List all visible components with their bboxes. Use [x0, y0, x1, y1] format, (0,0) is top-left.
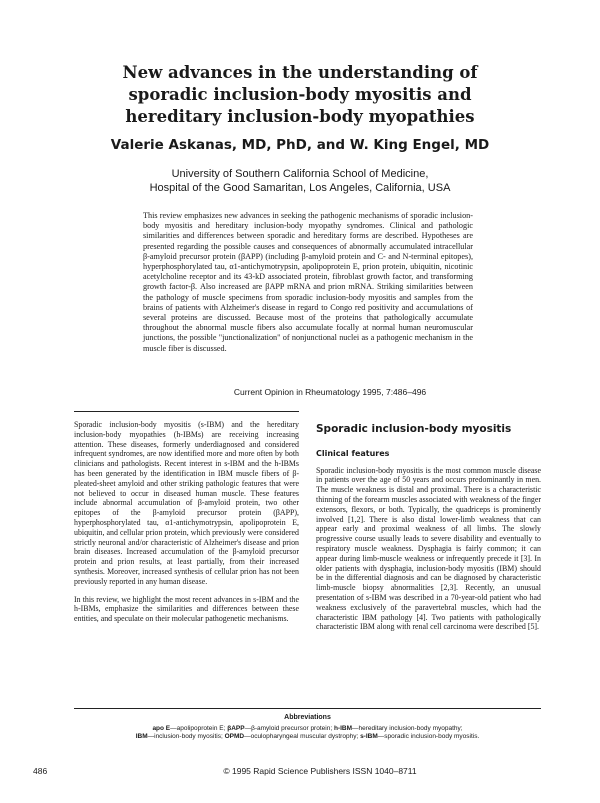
title-line: New advances in the understanding of: [122, 63, 478, 82]
abbr-def: —sporadic inclusion-body myositis.: [377, 733, 480, 740]
abbreviations-line: [74, 733, 541, 742]
abbr-term: OPMD: [224, 733, 245, 740]
abbr-def: —oculopharyngeal muscular dystrophy;: [244, 733, 361, 740]
right-column: [316, 420, 541, 640]
title-line: hereditary inclusion-body myopathies: [125, 107, 475, 126]
body-paragraph: In this review, we highlight the most recent advances in s-IBM and the h-IBMs, emphasize the similarities and differences between these entities, and speculate on their molecular pathogenetic mechanisms.: [74, 594, 299, 624]
abbr-def: —β-amyloid precursor protein;: [244, 724, 334, 732]
abbr-term: s-IBM: [360, 733, 378, 740]
abbr-term: h-IBM: [333, 724, 352, 732]
affiliation: [60, 167, 540, 195]
abbr-term: apo E: [152, 724, 171, 732]
abbr-def: —hereditary inclusion-body myopathy;: [352, 724, 463, 732]
page-number: 486: [33, 766, 48, 776]
abbreviations-line: [74, 725, 541, 734]
body-paragraph: Sporadic inclusion-body myositis (s-IBM) and the hereditary inclusion-body myopathies (h-IBMs) are receiving increasing attention. These diseases, formerly underdiagnosed and considered infrequent syndromes, are now identified more and more often by both clinicians and pathologists. Recent interest in s-IBM and the h-IBMs has been generated by the identification in IBM muscle fibers of β-pleated-sheet amyloid and other striking pathologic features that were not believed to occur in diseased human muscle. These features include abnormal accumulation of β-amyloid protein, two other epitopes of the β-amyloid precursor protein (βAPP), hyperphosphorylated tau, α1-antichymotrypsin, apolipoprotein E, ubiquitin, and cellular prion protein, which previously were considered strictly neuronal and/or characteristic of Alzheimer's disease and prion brain diseases. Increased accumulation of the β-amyloid precursor protein and prion results, at least partially, from their increased synthesis. Moreover, increased synthesis of cellular prion has not been previously reported in any human disease.: [74, 420, 299, 586]
publisher-footer: © 1995 Rapid Science Publishers ISSN 1040–8711: [223, 766, 417, 776]
abbreviations-box: [74, 714, 541, 742]
abbreviations-rule: [74, 708, 541, 709]
column-divider-rule: [74, 411, 299, 412]
authors: Valerie Askanas, MD, PhD, and W. King Engel, MD: [110, 137, 490, 153]
affiliation-line: Hospital of the Good Samaritan, Los Angeles, California, USA: [149, 182, 451, 194]
abstract: This review emphasizes new advances in seeking the pathogenic mechanisms of sporadic inclusion-body myositis and hereditary inclusion-body myopathy syndromes. Clinical and pathologic similarities and differences between sporadic and hereditary forms are described. Hypotheses are presented regarding the possible causes and consequences of abnormally accumulated intracellular β-amyloid precursor protein (βAPP) (including β-amyloid protein and C- and N-terminal epitopes), hyperphosphorylated tau, α1-antichymotrypsin, apolipoprotein E, prion protein, ubiquitin, nicotinic acetylcholine receptor and its 43-kD associated protein, fibroblast growth factor, and transforming growth factor-β. Also increased are βAPP mRNA and prion mRNA. Striking similarities between the pathology of muscle specimens from sporadic inclusion-body myositis and samples from the brains of patients with Alzheimer's disease in regard to Congo red positivity and accumulations of several proteins are discussed. Because most of the proteins that pathologically accumulate throughout the abnormal muscle fibers also accumulate focally at normal human neuromuscular junctions, the possible "junctionalization" of nonjunctional nuclei as a pathogenic mechanism in the muscle fiber is discussed.: [143, 211, 473, 353]
abbr-def: —inclusion-body myositis;: [147, 733, 225, 740]
section-heading: Sporadic inclusion-body myositis: [316, 423, 512, 435]
subsection-heading: Clinical features: [316, 448, 390, 458]
abbr-def: —apolipoprotein E;: [170, 724, 228, 732]
left-column: [74, 420, 299, 632]
journal-citation: Current Opinion in Rheumatology 1995, 7:486–496: [233, 387, 427, 397]
abbreviations-title: Abbreviations: [284, 714, 331, 721]
article-title: [60, 62, 540, 128]
abbr-term: βAPP: [227, 724, 245, 732]
title-line: sporadic inclusion-body myositis and: [128, 85, 472, 104]
affiliation-line: University of Southern California School of Medicine,: [171, 168, 429, 180]
abbr-term: IBM: [135, 733, 148, 740]
body-paragraph: Sporadic inclusion-body myositis is the most common muscle disease in patients over the age of 50 years and occurs predominantly in men. The muscle weakness is distal and proximal. There is a characteristic thinning of the forearm muscles associated with weakness of the finger extensors, flexors, or both. Typically, the quadriceps is prominently involved [1,2]. There is also distal lower-limb weakness that can appear early and proximal weakness of all limbs. The slowly progressive course usually leads to severe disability and eventually to respiratory muscle weakness. Dysphagia is fairly common; it can appear during limb-muscle weakness or infrequently precede it [3]. In older patients with dysphagia, inclusion-body myositis (IBM) should be in the differential diagnosis and can be diagnosed by characteristic limb-muscle biopsy abnormalities [2,3]. Recently, an unusual presentation of s-IBM was described in a 70-year-old patient who had weakness exclusively of the paravertebral muscles, which had the characteristic IBM pathology [4]. Two patients with pathologically characteristic IBM along with renal cell carcinoma were described [5].: [316, 465, 541, 632]
